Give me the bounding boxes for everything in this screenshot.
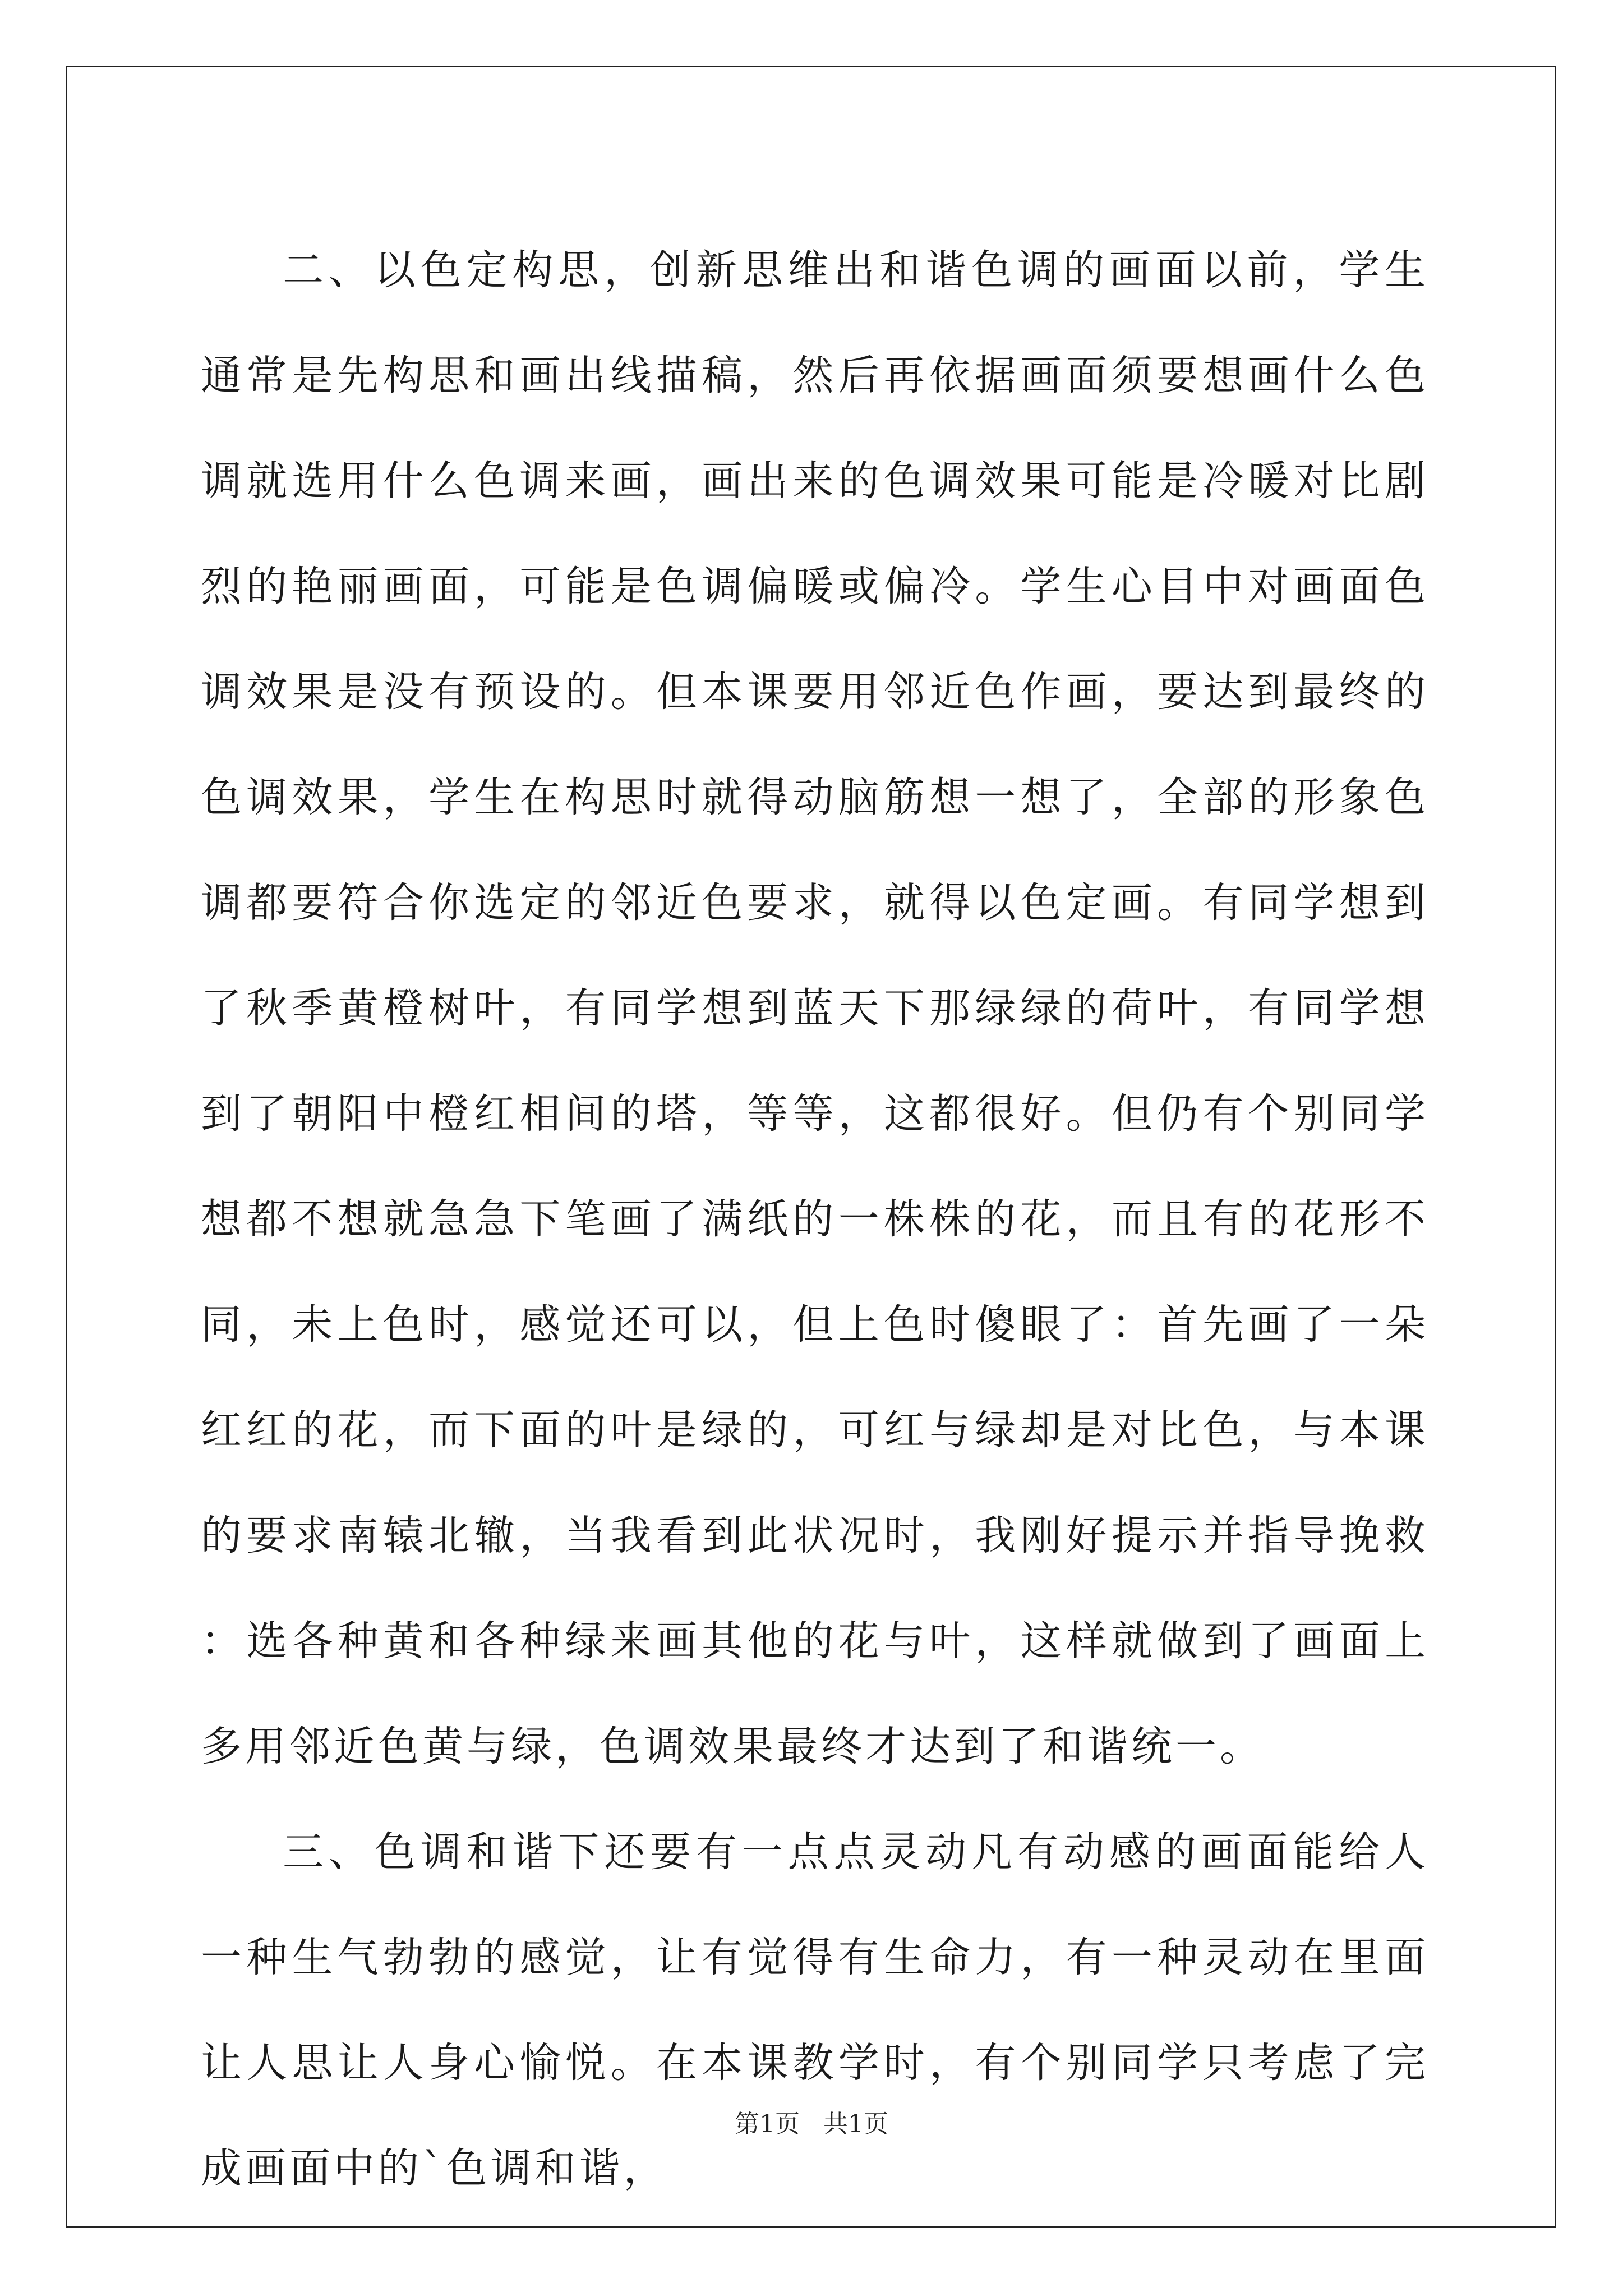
page-number: 第1页	[735, 2110, 800, 2138]
paragraph-color-planning: 二、以色定构思，创新思维出和谐色调的画面以前，学生通常是先构思和画出线描稿，然后再依据画面须要想画什么色调就选用什么色调来画，画出来的色调效果可能是冷暖对比剧烈的艳丽画面，可能是色调偏暖或偏冷。学生心目中对画面色调效果是没有预设的。但本课要用邻近色作画，要达到最终的色调效果，学生在构思时就得动脑筋想一想了，全部的形象色调都要符合你选定的邻近色要求，就得以色定画。有同学想到了秋季黄橙树叶，有同学想到蓝天下那绿绿的荷叶，有同学想到了朝阳中橙红相间的塔，等等，这都很好。但仍有个别同学想都不想就急急下笔画了满纸的一株株的花，而且有的花形不同，未上色时，感觉还可以，但上色时傻眼了：首先画了一朵红红的花，而下面的叶是绿的，可红与绿却是对比色，与本课的要求南辕北辙，当我看到此状况时，我刚好提示并指导挽救：选各种黄和各种绿来画其他的花与叶，这样就做到了画面上多用邻近色黄与绿，色调效果最终才达到了和谐统一。	[201, 246, 1429, 1770]
paragraph-color-harmony: 三、色调和谐下还要有一点点灵动凡有动感的画面能给人一种生气勃勃的感觉，让有觉得有生命力，有一种灵动在里面让人思让人身心愉悦。在本课教学时，有个别同学只考虑了完成画面中的`色调和谐，	[201, 1828, 1429, 2192]
document-body	[201, 218, 1429, 2221]
page-total: 共1页	[823, 2110, 888, 2138]
page-footer	[0, 2108, 1623, 2141]
